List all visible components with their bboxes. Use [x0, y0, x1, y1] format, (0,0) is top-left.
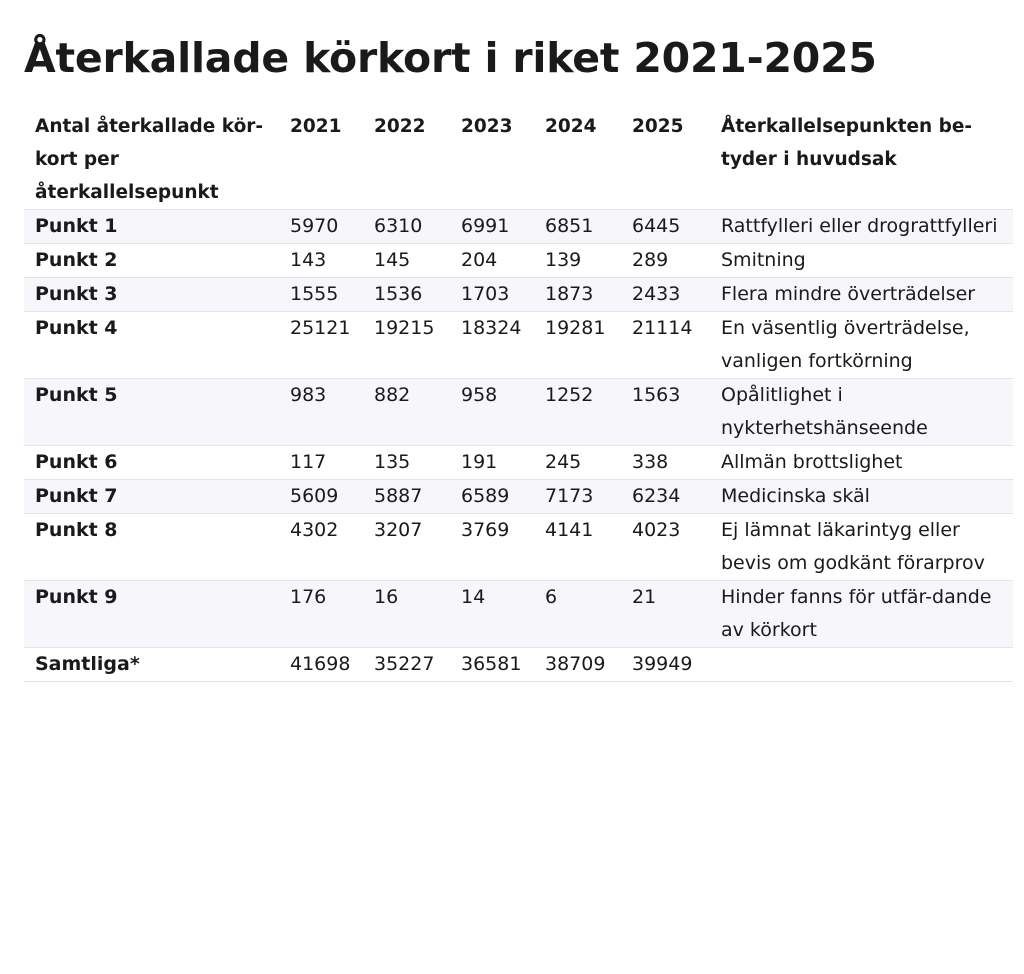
value-cell: 191	[461, 446, 545, 480]
value-cell: 14	[461, 581, 545, 648]
description-cell: Rattfylleri eller drograttfylleri	[721, 210, 1013, 244]
column-header-count-per-point: Antal återkallade kör-kort per återkallelsepunkt	[24, 110, 290, 210]
value-cell: 1703	[461, 278, 545, 312]
value-cell: 176	[290, 581, 374, 648]
value-cell: 5609	[290, 480, 374, 514]
value-cell: 1563	[632, 379, 721, 446]
value-cell: 16	[374, 581, 461, 648]
table-row	[24, 244, 1013, 278]
value-cell: 25121	[290, 312, 374, 379]
row-label: Punkt 7	[24, 480, 290, 514]
value-cell: 3207	[374, 514, 461, 581]
description-cell	[721, 648, 1013, 682]
value-cell: 135	[374, 446, 461, 480]
table-row-total	[24, 648, 1013, 682]
value-cell: 204	[461, 244, 545, 278]
table-body	[24, 210, 1013, 682]
data-table	[24, 110, 1013, 682]
value-cell: 21	[632, 581, 721, 648]
table-header	[24, 110, 1013, 210]
value-cell: 3769	[461, 514, 545, 581]
value-cell: 983	[290, 379, 374, 446]
table-row	[24, 446, 1013, 480]
value-cell: 6851	[545, 210, 632, 244]
value-cell: 2433	[632, 278, 721, 312]
value-cell: 6445	[632, 210, 721, 244]
value-cell: 4141	[545, 514, 632, 581]
column-header-year: 2023	[461, 110, 545, 210]
value-cell: 38709	[545, 648, 632, 682]
value-cell: 145	[374, 244, 461, 278]
value-cell: 39949	[632, 648, 721, 682]
column-header-year: 2025	[632, 110, 721, 210]
value-cell: 117	[290, 446, 374, 480]
table-row	[24, 514, 1013, 581]
value-cell: 958	[461, 379, 545, 446]
description-cell: Medicinska skäl	[721, 480, 1013, 514]
column-header-year: 2024	[545, 110, 632, 210]
row-label: Punkt 8	[24, 514, 290, 581]
table-row	[24, 581, 1013, 648]
value-cell: 1252	[545, 379, 632, 446]
value-cell: 18324	[461, 312, 545, 379]
table-row	[24, 480, 1013, 514]
column-header-year: 2022	[374, 110, 461, 210]
description-cell: Flera mindre överträdelser	[721, 278, 1013, 312]
value-cell: 7173	[545, 480, 632, 514]
value-cell: 19215	[374, 312, 461, 379]
value-cell: 6234	[632, 480, 721, 514]
value-cell: 35227	[374, 648, 461, 682]
column-header-description: Återkallelsepunkten be-tyder i huvudsak	[721, 110, 1013, 210]
value-cell: 143	[290, 244, 374, 278]
value-cell: 1536	[374, 278, 461, 312]
value-cell: 6991	[461, 210, 545, 244]
value-cell: 338	[632, 446, 721, 480]
value-cell: 139	[545, 244, 632, 278]
value-cell: 4023	[632, 514, 721, 581]
row-label: Punkt 1	[24, 210, 290, 244]
value-cell: 5887	[374, 480, 461, 514]
row-label: Punkt 5	[24, 379, 290, 446]
row-label: Samtliga*	[24, 648, 290, 682]
description-cell: Hinder fanns för utfär-dande av körkort	[721, 581, 1013, 648]
value-cell: 4302	[290, 514, 374, 581]
description-cell: Allmän brottslighet	[721, 446, 1013, 480]
row-label: Punkt 3	[24, 278, 290, 312]
value-cell: 289	[632, 244, 721, 278]
table-row	[24, 210, 1013, 244]
value-cell: 36581	[461, 648, 545, 682]
page-title: Återkallade körkort i riket 2021-2025	[24, 34, 877, 82]
value-cell: 41698	[290, 648, 374, 682]
row-label: Punkt 6	[24, 446, 290, 480]
value-cell: 5970	[290, 210, 374, 244]
description-cell: Ej lämnat läkarintyg eller bevis om godkänt förarprov	[721, 514, 1013, 581]
description-cell: Opålitlighet i nykterhetshänseende	[721, 379, 1013, 446]
value-cell: 1873	[545, 278, 632, 312]
table-row	[24, 312, 1013, 379]
header-row	[24, 110, 1013, 210]
description-cell: Smitning	[721, 244, 1013, 278]
value-cell: 882	[374, 379, 461, 446]
value-cell: 21114	[632, 312, 721, 379]
row-label: Punkt 4	[24, 312, 290, 379]
value-cell: 1555	[290, 278, 374, 312]
column-header-year: 2021	[290, 110, 374, 210]
value-cell: 245	[545, 446, 632, 480]
value-cell: 19281	[545, 312, 632, 379]
table-row	[24, 278, 1013, 312]
value-cell: 6589	[461, 480, 545, 514]
value-cell: 6	[545, 581, 632, 648]
description-cell: En väsentlig överträdelse, vanligen fortkörning	[721, 312, 1013, 379]
row-label: Punkt 9	[24, 581, 290, 648]
table-row	[24, 379, 1013, 446]
row-label: Punkt 2	[24, 244, 290, 278]
value-cell: 6310	[374, 210, 461, 244]
